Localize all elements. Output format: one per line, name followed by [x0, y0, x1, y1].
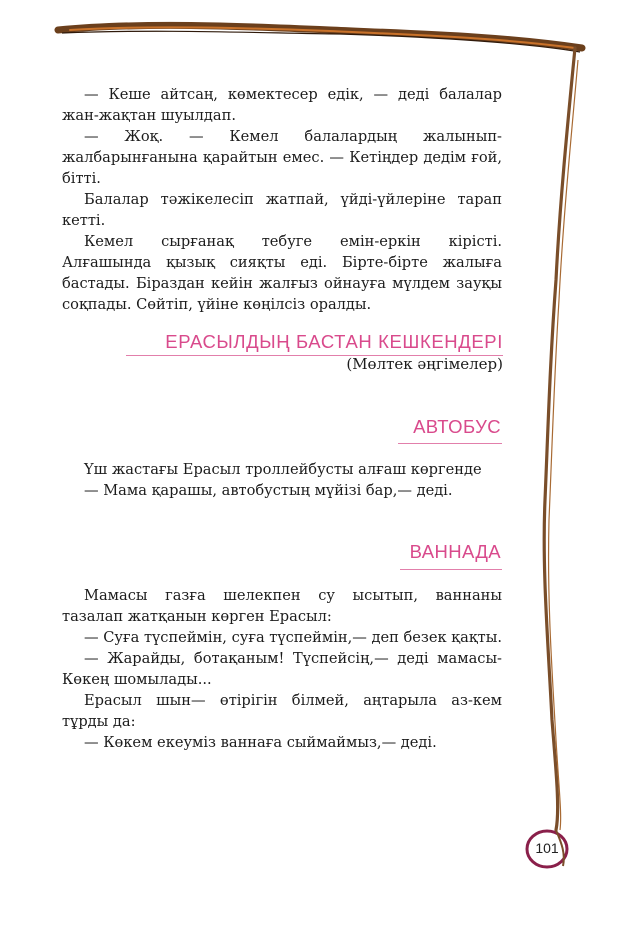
section-title-bus-underline — [398, 443, 502, 444]
bath-story-text — [62, 585, 502, 753]
story-text — [62, 84, 502, 315]
section-title-bus: АВТОБУС — [413, 416, 501, 437]
paragraph: — Суға түспеймін, суға түспеймін,— деп безек қақты. — [84, 629, 502, 646]
paragraph: Үш жастағы Ерасыл троллейбусты алғаш көргенде — [84, 461, 482, 478]
paragraph: Ерасыл шын— өтірігін білмей, аңтарыла аз-кем тұрды да: — [62, 692, 502, 730]
paragraph: — Кеше айтсаң, көмектесер едік, — деді балалар жан-жақтан шуылдап. — [62, 86, 502, 124]
paragraph: Кемел сырғанақ тебуге емін-еркін кірісті. Алғашында қызық сияқты еді. Бірте-бірте жалыға бастады. Біраздан кейін жалғыз ойнауға мүлдем зауқы соқпады. Сөйтіп, үйіне көңілсіз оралды. — [62, 233, 502, 313]
paragraph: Мамасы газға шелекпен су ысытып, ваннаны тазалап жатқанын көрген Ерасыл: — [62, 587, 502, 625]
paragraph: — Мама қарашы, автобустың мүйізі бар,— деді. — [84, 482, 453, 499]
page-number: 101 — [535, 840, 559, 856]
section-title-bath: ВАННАДА — [409, 541, 501, 562]
right-border-stroke — [544, 48, 575, 830]
top-border-stroke — [58, 25, 582, 48]
collection-subtitle: (Мөлтек әңгімелер) — [346, 355, 503, 373]
paragraph: — Жоқ. — Кемел балалардың жалынып-жалбарынғанына қарайтын емес. — Кетіңдер дедім ғой, бітті. — [62, 128, 502, 187]
paragraph: — Жарайды, ботақаным! Түспейсің,— деді мамасы- Көкең шомылады... — [62, 650, 502, 688]
paragraph: Балалар тәжікелесіп жатпай, үйді-үйлеріне тарап кетті. — [62, 191, 502, 229]
paragraph: — Көкем екеуміз ваннаға сыймаймыз,— деді. — [84, 734, 437, 751]
collection-title: ЕРАСЫЛДЫҢ БАСТАН КЕШКЕНДЕРІ — [165, 331, 503, 352]
bus-story-text — [62, 459, 502, 501]
section-title-bath-underline — [400, 569, 502, 570]
